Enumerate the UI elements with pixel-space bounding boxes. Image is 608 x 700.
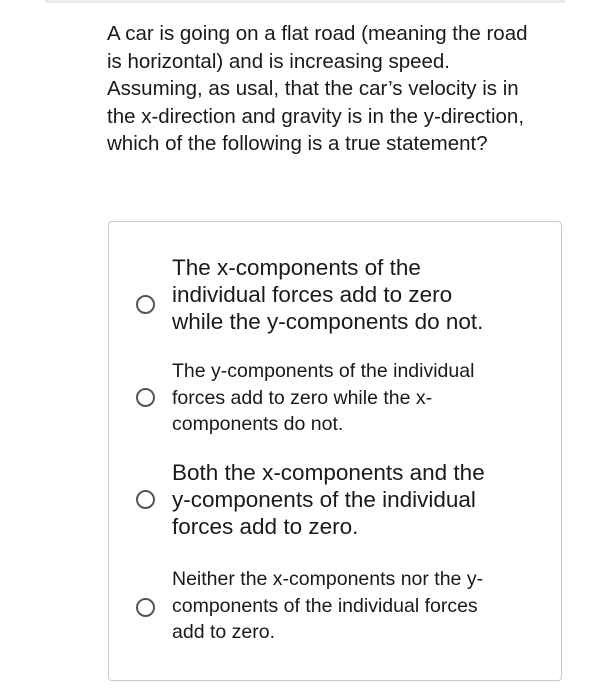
top-divider — [45, 0, 565, 3]
question-text: A car is going on a flat road (meaning the road is horizontal) and is increasing speed. Assuming, as usal, that the car’s velocity is in the x-direction and gravity is in the y-direction, which of the following is a true statement? — [107, 22, 528, 156]
radio-button[interactable] — [136, 490, 155, 509]
answer-options — [108, 221, 562, 681]
answer-option-label: Neither the x-components nor the y- components of the individual forces add to zero. — [172, 568, 484, 643]
radio-button[interactable] — [136, 295, 155, 314]
answer-option-label: The x-components of the individual forces add to zero while the y-components do not. — [172, 255, 484, 334]
radio-button[interactable] — [136, 598, 155, 617]
radio-button[interactable] — [136, 388, 155, 407]
answer-option-label: Both the x-components and the y-components of the individual forces add to zero. — [172, 460, 485, 539]
answer-option-label: The y-components of the individual forces add to zero while the x- components do not. — [172, 360, 475, 435]
